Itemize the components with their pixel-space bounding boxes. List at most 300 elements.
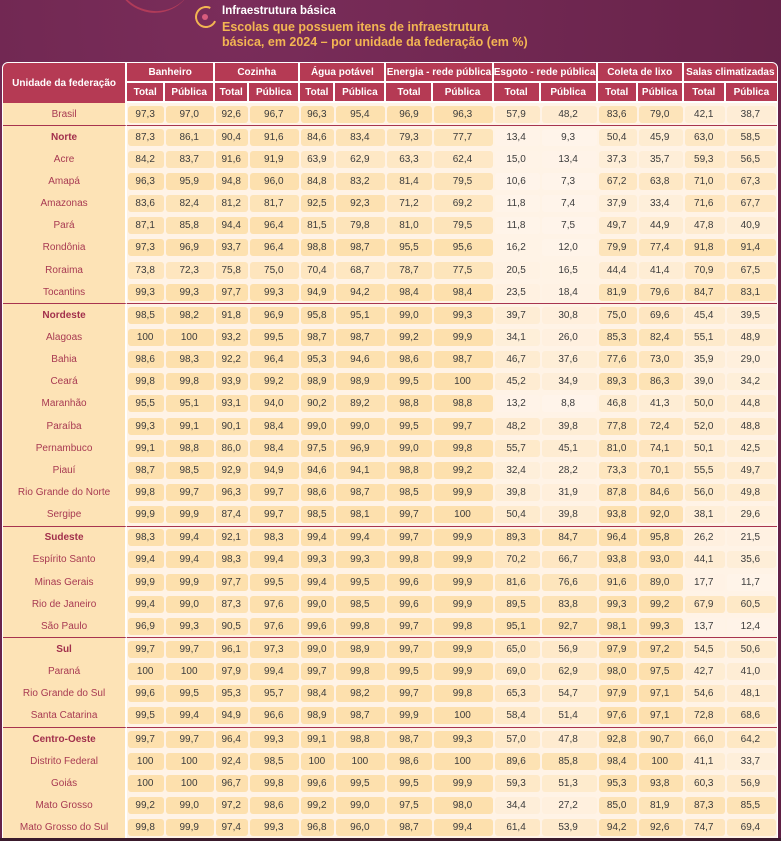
value-chip: 92,9 [216,462,248,479]
value-chip: 67,3 [727,173,776,190]
table-cell [541,593,598,615]
table-cell [386,459,433,481]
value-chip: 96,0 [336,819,385,836]
table-cell [598,281,638,303]
table-cell [726,148,777,170]
row-label: Pará [3,215,127,237]
table-cell [726,549,777,571]
table-cell [684,349,726,371]
value-chip: 95,6 [434,239,492,256]
table-cell [433,437,493,459]
table-cell [127,215,165,237]
table-cell [433,125,493,148]
table-cell [494,481,541,503]
table-cell [541,103,598,125]
value-chip: 84,6 [639,484,683,501]
table-cell [249,526,300,549]
table-title-line-1: Escolas que possuem itens de infraestrutura [222,20,489,34]
table-cell [598,303,638,326]
table-cell [684,125,726,148]
value-chip: 90,7 [639,731,683,748]
value-chip: 99,6 [387,596,432,613]
table-cell [494,549,541,571]
table-cell [249,615,300,637]
value-chip: 62,9 [542,663,597,680]
table-cell [300,437,335,459]
table-cell [127,817,165,839]
value-chip: 98,7 [387,731,432,748]
value-chip: 87,4 [216,506,248,523]
value-chip: 59,3 [495,775,540,792]
value-chip: 32,4 [495,462,540,479]
table-cell [638,526,684,549]
table-cell [726,772,777,794]
table-cell [494,526,541,549]
table-cell [726,393,777,415]
value-chip: 99,8 [250,775,299,792]
value-chip: 87,1 [128,217,164,234]
subheader-total: Total [127,83,165,103]
value-chip: 93,8 [639,775,683,792]
value-chip: 81,0 [387,217,432,234]
table-body [3,103,777,839]
table-cell [638,727,684,750]
table-cell [433,281,493,303]
table-cell [433,393,493,415]
value-chip: 98,4 [301,685,334,702]
value-chip: 76,6 [542,574,597,591]
value-chip: 57,0 [495,731,540,748]
table-cell [541,326,598,348]
value-chip: 42,5 [727,440,776,457]
table-cell [726,349,777,371]
value-chip: 95,3 [216,685,248,702]
table-cell [433,371,493,393]
table-row [3,571,777,593]
value-chip: 30,8 [542,307,597,324]
table-cell [494,794,541,816]
value-chip: 16,2 [495,239,540,256]
value-chip: 45,2 [495,373,540,390]
value-chip: 99,0 [166,596,214,613]
value-chip: 79,5 [434,217,492,234]
value-chip: 94,6 [336,351,385,368]
column-header-unidade: Unidade da federação [3,63,127,103]
row-label: Piauí [3,459,127,481]
table-cell [638,437,684,459]
table-cell [726,326,777,348]
table-cell [215,772,249,794]
table-cell [494,393,541,415]
value-chip: 8,8 [542,395,597,412]
table-row [3,103,777,125]
value-chip: 94,9 [216,707,248,724]
value-chip: 15,0 [495,151,540,168]
value-chip: 85,5 [727,797,776,814]
value-chip: 96,3 [216,484,248,501]
value-chip: 73,8 [128,262,164,279]
value-chip: 99,4 [166,707,214,724]
value-chip: 100 [128,753,164,770]
value-chip: 99,7 [250,506,299,523]
table-cell [598,481,638,503]
value-chip: 65,3 [495,685,540,702]
table-cell [215,481,249,503]
table-cell [726,125,777,148]
value-chip: 77,8 [599,418,637,435]
table-cell [494,615,541,637]
table-cell [494,170,541,192]
value-chip: 99,4 [250,663,299,680]
value-chip: 98,9 [301,707,334,724]
value-chip: 99,8 [128,484,164,501]
table-cell [638,371,684,393]
value-chip: 90,1 [216,418,248,435]
value-chip: 99,3 [250,819,299,836]
value-chip: 98,3 [166,351,214,368]
row-label: Bahia [3,349,127,371]
value-chip: 16,5 [542,262,597,279]
value-chip: 84,2 [128,151,164,168]
table-cell [249,504,300,526]
value-chip: 99,6 [128,685,164,702]
value-chip: 85,3 [599,329,637,346]
table-cell [494,459,541,481]
table-cell [433,615,493,637]
value-chip: 83,2 [336,173,385,190]
table-cell [638,148,684,170]
table-cell [726,794,777,816]
table-cell [598,259,638,281]
table-row [3,504,777,526]
value-chip: 91,6 [216,151,248,168]
table-cell [215,593,249,615]
value-chip: 39,8 [542,418,597,435]
value-chip: 92,5 [301,195,334,212]
value-chip: 99,7 [128,731,164,748]
table-cell [127,125,165,148]
subheader-publica: Pública [541,83,598,103]
table-cell [638,393,684,415]
table-cell [215,526,249,549]
table-cell [127,103,165,125]
table-cell [494,193,541,215]
table-cell [300,459,335,481]
table-cell [335,615,386,637]
value-chip: 38,1 [685,506,725,523]
table-cell [300,637,335,660]
row-label: Mato Grosso [3,794,127,816]
value-chip: 74,1 [639,440,683,457]
table-cell [598,148,638,170]
table-cell [215,326,249,348]
value-chip: 99,7 [387,641,432,658]
row-label: Ceará [3,371,127,393]
value-chip: 100 [434,506,492,523]
table-row [3,393,777,415]
table-cell [494,593,541,615]
value-chip: 67,9 [685,596,725,613]
value-chip: 99,9 [166,506,214,523]
table-cell [386,772,433,794]
value-chip: 91,6 [250,129,299,146]
value-chip: 99,8 [434,685,492,702]
value-chip: 99,5 [336,775,385,792]
value-chip: 96,3 [128,173,164,190]
value-chip: 75,0 [250,262,299,279]
value-chip: 34,4 [495,797,540,814]
value-chip: 77,5 [434,262,492,279]
table-cell [433,571,493,593]
table-cell [215,504,249,526]
table-cell [300,259,335,281]
table-cell [249,772,300,794]
value-chip: 99,5 [336,574,385,591]
subheader-total: Total [494,83,541,103]
value-chip: 99,5 [387,775,432,792]
row-label: Pernambuco [3,437,127,459]
value-chip: 98,7 [128,462,164,479]
value-chip: 98,6 [250,797,299,814]
table-cell [300,772,335,794]
table-cell [127,661,165,683]
table-cell [541,817,598,839]
table-cell [598,661,638,683]
value-chip: 87,3 [128,129,164,146]
table-cell [638,193,684,215]
table-cell [386,526,433,549]
value-chip: 54,6 [685,685,725,702]
table-cell [541,661,598,683]
value-chip: 69,4 [727,819,776,836]
value-chip: 70,4 [301,262,334,279]
table-cell [726,303,777,326]
value-chip: 95,3 [301,351,334,368]
table-cell [165,459,215,481]
value-chip: 98,6 [387,351,432,368]
table-cell [335,237,386,259]
value-chip: 96,9 [336,440,385,457]
table-row [3,593,777,615]
column-group-header: Energia - rede pública [386,63,493,83]
table-cell [335,705,386,727]
value-chip: 60,5 [727,596,776,613]
value-chip: 98,8 [387,395,432,412]
table-cell [165,683,215,705]
value-chip: 95,5 [128,395,164,412]
table-cell [598,571,638,593]
table-cell [684,415,726,437]
table-cell [638,170,684,192]
table-cell [165,393,215,415]
value-chip: 100 [434,707,492,724]
value-chip: 81,4 [387,173,432,190]
value-chip: 56,5 [727,151,776,168]
value-chip: 98,8 [301,239,334,256]
value-chip: 74,7 [685,819,725,836]
value-chip: 79,8 [336,217,385,234]
table-cell [684,193,726,215]
table-cell [494,326,541,348]
table-cell [165,794,215,816]
table-cell [215,170,249,192]
table-cell [300,170,335,192]
table-cell [127,526,165,549]
row-label: Sergipe [3,504,127,526]
table-row [3,349,777,371]
value-chip: 50,4 [495,506,540,523]
table-cell [249,705,300,727]
table-cell [386,750,433,772]
value-chip: 83,1 [727,284,776,301]
table-cell [494,259,541,281]
value-chip: 85,8 [166,217,214,234]
value-chip: 92,3 [336,195,385,212]
subheader-total: Total [386,83,433,103]
table-cell [598,103,638,125]
table-cell [127,549,165,571]
table-cell [215,727,249,750]
value-chip: 96,7 [216,775,248,792]
value-chip: 99,3 [639,618,683,635]
value-chip: 99,4 [166,529,214,546]
value-chip: 85,0 [599,797,637,814]
table-cell [684,637,726,660]
table-cell [249,148,300,170]
table-cell [433,237,493,259]
value-chip: 63,8 [639,173,683,190]
value-chip: 99,3 [166,618,214,635]
value-chip: 79,5 [434,173,492,190]
value-chip: 13,7 [685,618,725,635]
table-cell [684,549,726,571]
table-cell [386,281,433,303]
table-cell [249,259,300,281]
value-chip: 91,8 [685,239,725,256]
value-chip: 41,3 [639,395,683,412]
value-chip: 39,0 [685,373,725,390]
table-cell [638,481,684,503]
value-chip: 92,1 [216,529,248,546]
table-row [3,281,777,303]
table-cell [249,349,300,371]
value-chip: 100 [166,775,214,792]
row-label: Espírito Santo [3,549,127,571]
table-cell [386,549,433,571]
table-row [3,481,777,503]
table-cell [335,727,386,750]
value-chip: 44,4 [599,262,637,279]
value-chip: 100 [434,373,492,390]
value-chip: 68,7 [336,262,385,279]
table-cell [300,526,335,549]
value-chip: 99,1 [166,418,214,435]
value-chip: 92,4 [216,753,248,770]
table-cell [300,349,335,371]
value-chip: 41,0 [727,663,776,680]
table-cell [433,148,493,170]
value-chip: 95,9 [166,173,214,190]
value-chip: 23,5 [495,284,540,301]
table-cell [165,593,215,615]
table-cell [638,817,684,839]
table-cell [300,571,335,593]
value-chip: 33,4 [639,195,683,212]
table-row [3,193,777,215]
table-cell [684,705,726,727]
table-cell [541,237,598,259]
value-chip: 98,5 [336,596,385,613]
value-chip: 99,7 [250,484,299,501]
table-cell [165,481,215,503]
table-cell [386,727,433,750]
table-cell [494,817,541,839]
table-cell [684,103,726,125]
table-cell [726,415,777,437]
table-row [3,683,777,705]
table-cell [433,215,493,237]
table-cell [335,772,386,794]
table-row [3,148,777,170]
table-cell [215,549,249,571]
value-chip: 98,4 [250,418,299,435]
column-group-header: Cozinha [215,63,300,83]
table-cell [249,125,300,148]
table-cell [494,661,541,683]
value-chip: 93,8 [599,506,637,523]
value-chip: 41,4 [639,262,683,279]
value-chip: 98,7 [387,819,432,836]
value-chip: 34,1 [495,329,540,346]
value-chip: 93,0 [639,551,683,568]
value-chip: 63,3 [387,151,432,168]
value-chip: 99,4 [250,551,299,568]
table-cell [541,437,598,459]
table-cell [386,259,433,281]
table-cell [165,281,215,303]
table-cell [127,148,165,170]
row-label: Maranhão [3,393,127,415]
table-cell [638,415,684,437]
value-chip: 69,2 [434,195,492,212]
table-cell [638,459,684,481]
table-cell [598,683,638,705]
value-chip: 35,7 [639,151,683,168]
table-cell [598,593,638,615]
table-cell [494,215,541,237]
table-row [3,772,777,794]
table-cell [165,637,215,660]
value-chip: 92,8 [599,731,637,748]
value-chip: 99,0 [301,596,334,613]
table-cell [165,817,215,839]
table-cell [494,281,541,303]
table-cell [127,705,165,727]
table-cell [684,481,726,503]
table-row-region [3,727,777,750]
table-cell [494,772,541,794]
value-chip: 50,0 [685,395,725,412]
value-chip: 95,3 [599,775,637,792]
value-chip: 81,6 [495,574,540,591]
table-cell [249,637,300,660]
table-cell [433,794,493,816]
value-chip: 97,7 [216,284,248,301]
table-cell [215,303,249,326]
table-cell [433,705,493,727]
table-cell [541,705,598,727]
value-chip: 60,3 [685,775,725,792]
